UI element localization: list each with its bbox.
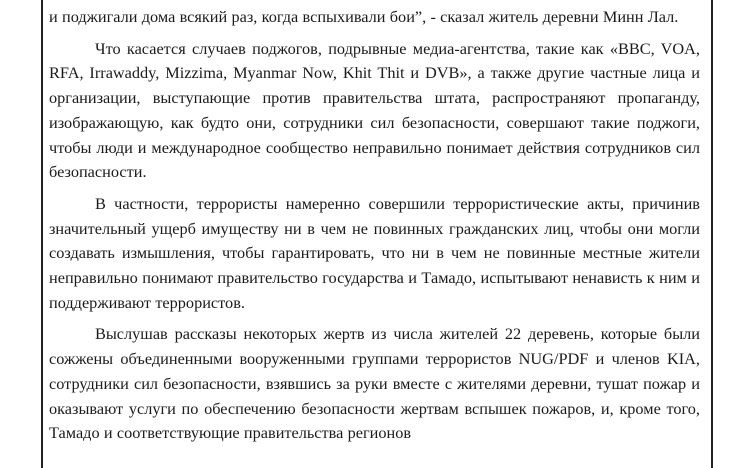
paragraph-1: и поджигали дома всякий раз, когда вспыхивали бои”, - сказал житель деревни Минн Лал. xyxy=(49,7,679,26)
document-body xyxy=(49,0,700,453)
paragraph-3: В частности, террористы намеренно совершили террористические акты, причинив значительный ущерб имуществу ни в чем не повинных гражданских лиц, чтобы они могли создавать измышления, чтобы гарантировать, что ни в чем не повинные местные жители неправильно понимают правительство государства и Тамадо, испытывают ненависть к ним и поддерживают террористов. xyxy=(49,193,700,312)
paragraph-2: Что касается случаев поджогов, подрывные медиа-агентства, такие как «BBC, VOA, RFA, Irrawaddy, Mizzima, Myanmar Now, Khit Thit и DVB», а также другие частные лица и организации, выступающие против правительства штата, распространяют пропаганду, изображающую, как будто они, сотрудники сил безопасности, совершают такие поджоги, чтобы люди и международное сообщество неправильно понимает действия сотрудников сил безопасности. xyxy=(49,38,700,182)
paragraph-4: Выслушав рассказы некоторых жертв из числа жителей 22 деревень, которые были сожжены объединенными вооруженными группами террористов NUG/PDF и членов KIA, сотрудники сил безопасности, взявшись за руки вместе с жителями деревни, тушат пожар и оказывают услуги по обеспечению безопасности жертвам вспышек пожаров, и, кроме того, Тамадо и соответствующие правительства регионов xyxy=(49,324,700,443)
